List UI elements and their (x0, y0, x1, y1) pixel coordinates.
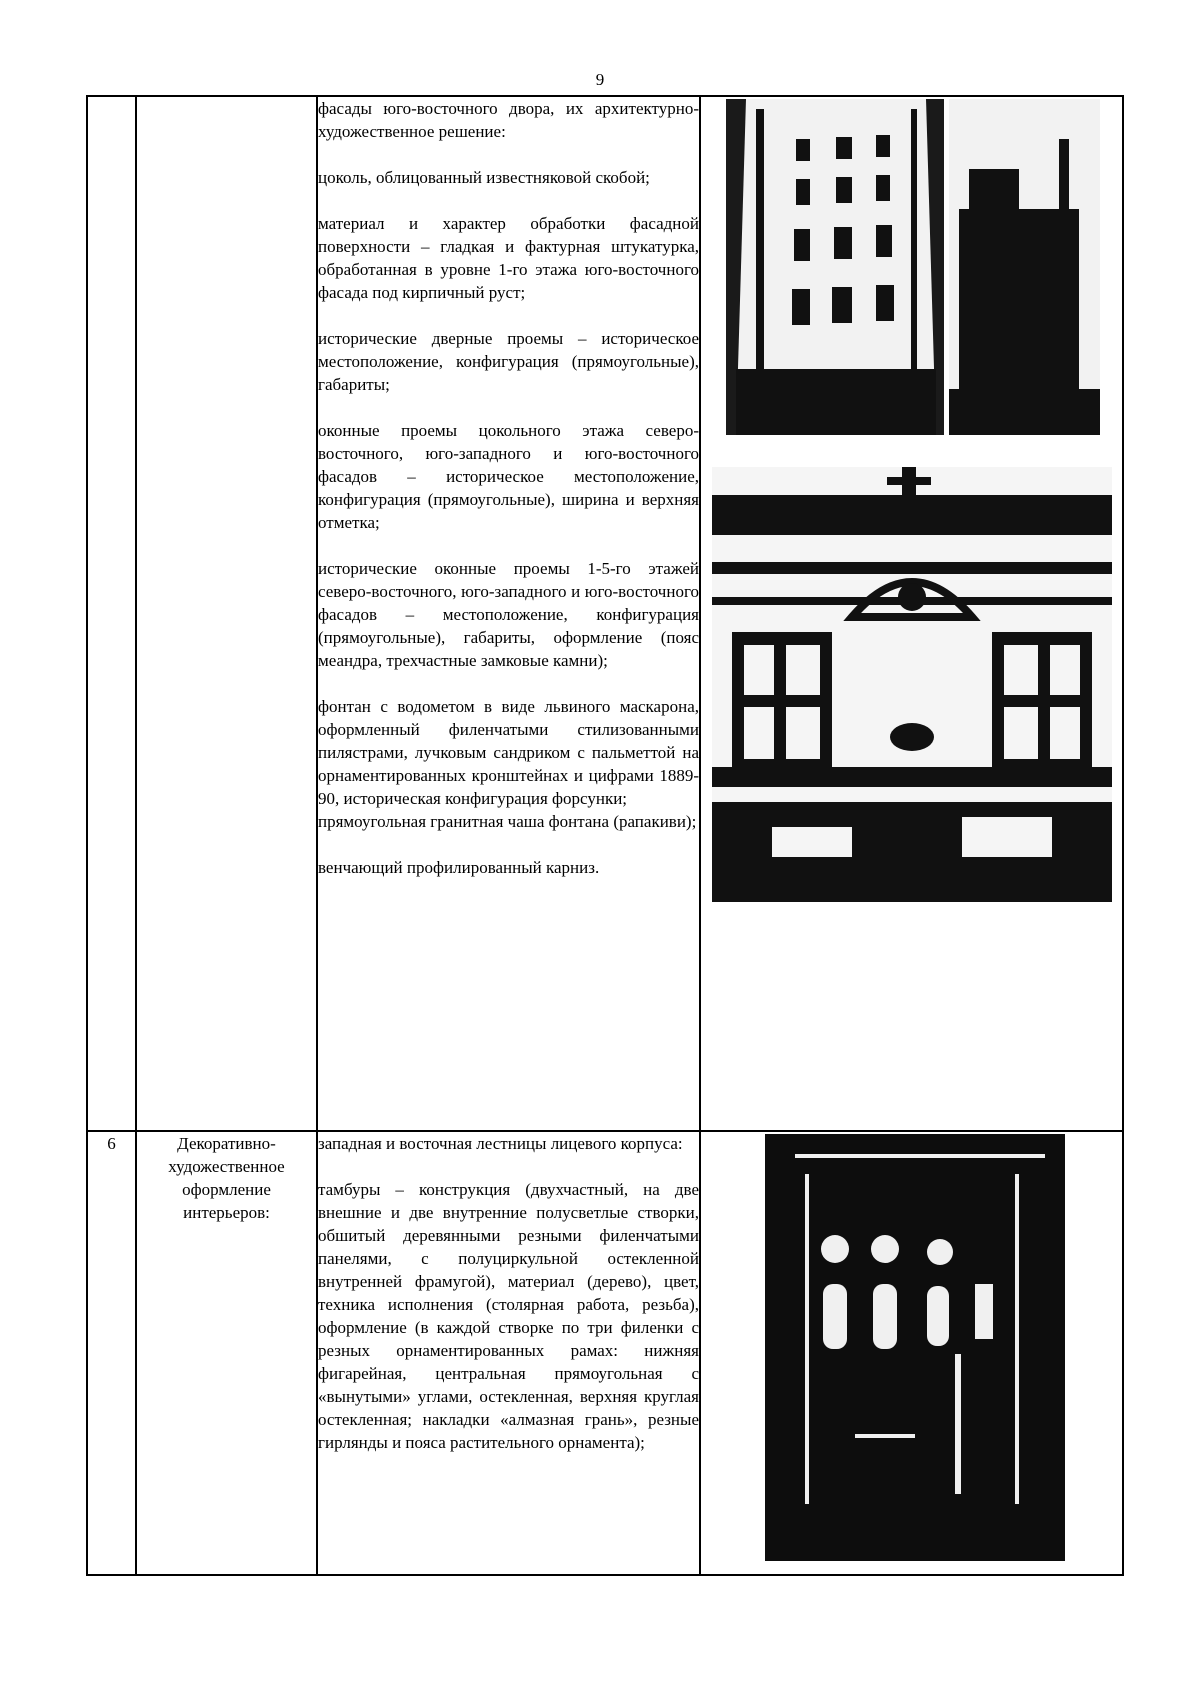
table-row (87, 1131, 1123, 1575)
description-paragraph: венчающий профилированный карниз. (318, 858, 600, 877)
category-cell (136, 96, 317, 1131)
description-paragraph: фасады юго-восточного двора, их архитектурно-художественное решение: (318, 99, 699, 141)
photos-cell (700, 96, 1123, 1131)
courtyard-corner-photo (949, 99, 1100, 435)
category-cell: Декоративно-художественное оформление интерьеров: (136, 1131, 317, 1575)
page-number: 9 (595, 70, 605, 89)
description-paragraph: исторические дверные проемы – историческое местоположение, конфигурация (прямоугольные), габариты; (318, 329, 699, 394)
description-paragraph: западная и восточная лестницы лицевого корпуса: (318, 1134, 683, 1153)
description-cell (317, 96, 700, 1131)
description-paragraph: тамбуры – конструкция (двухчастный, на две внешние и две внутренние полусветлые створки, обшитый деревянными резными филенчатыми панелями, с полуциркульной остекленной внутренней фрамугой), материал (дерево), цвет, техника исполнения (столярная работа, резьба), оформление (в каждой створке по три филенки с резных орнаментированных рамах: нижняя фигарейная, центральная прямоугольная с «вынутыми» углами, остекленная, верхняя круглая остекленная; накладки «алмазная грань», резные гирлянды и пояса растительного орнамента); (318, 1180, 699, 1452)
description-cell (317, 1131, 700, 1575)
description-paragraph: оконные проемы цокольного этажа северо-восточного, юго-западного и юго-восточного фасадов – историческое местоположение, конфигурация (прямоугольные), ширина и верхняя отметка; (318, 421, 699, 532)
description-paragraph: цоколь, облицованный известняковой скобой; (318, 168, 650, 187)
description-paragraph: материал и характер обработки фасадной поверхности – гладкая и фактурная штукатурка, обработанная в уровне 1-го этажа юго-восточного фасада под кирпичный руст; (318, 214, 699, 302)
row-number-cell (87, 96, 136, 1131)
description-paragraph: фонтан с водометом в виде львиного маскарона, оформленный филенчатыми стилизованными пилястрами, лучковым сандриком с пальметтой на орнаментированных кронштейнах и цифрами 1889-90, историческая конфигурация форсунки; (318, 697, 699, 808)
courtyard-facade-photo (726, 99, 944, 435)
photos-cell (700, 1131, 1123, 1575)
monument-subject-table (86, 95, 1124, 1576)
description-paragraph: исторические оконные проемы 1-5-го этажей северо-восточного, юго-западного и юго-восточного фасадов – местоположение, конфигурация (прямоугольные), габариты, оформление (пояс меандра, трехчастные замковые камни); (318, 559, 699, 670)
row-number-cell: 6 (87, 1131, 136, 1575)
fountain-wall-photo (712, 467, 1112, 902)
table-row (87, 96, 1123, 1131)
vestibule-doors-photo (765, 1134, 1065, 1561)
description-paragraph: прямоугольная гранитная чаша фонтана (рапакиви); (318, 812, 697, 831)
